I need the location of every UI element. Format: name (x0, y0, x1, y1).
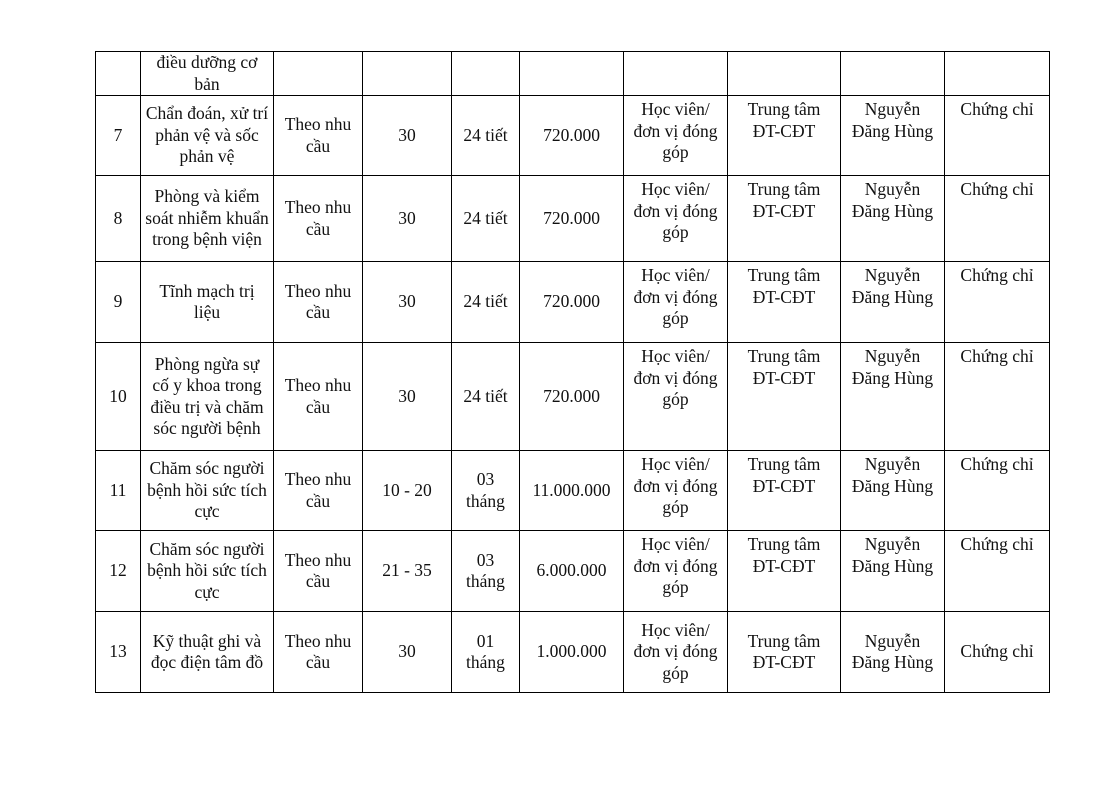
cell-duration (452, 52, 520, 96)
cell-duration: 03 tháng (452, 451, 520, 531)
table-row (96, 343, 1050, 451)
cell-fee (520, 52, 624, 96)
table-row (96, 612, 1050, 693)
cell-person (841, 52, 945, 96)
cell-students: 21 - 35 (363, 531, 452, 612)
cell-person: Nguyễn Đăng Hùng (841, 262, 945, 343)
cell-unit (728, 52, 841, 96)
cell-person: Nguyễn Đăng Hùng (841, 96, 945, 176)
table-row (96, 262, 1050, 343)
cell-fee: 6.000.000 (520, 531, 624, 612)
cell-person: Nguyễn Đăng Hùng (841, 451, 945, 531)
cell-fee: 720.000 (520, 262, 624, 343)
cell-certificate: Chứng chỉ (945, 531, 1050, 612)
cell-duration: 03 tháng (452, 531, 520, 612)
cell-duration: 24 tiết (452, 343, 520, 451)
cell-course: điều dưỡng cơ bản (141, 52, 274, 96)
cell-unit: Trung tâm ĐT-CĐT (728, 612, 841, 693)
cell-fee: 720.000 (520, 96, 624, 176)
table-row-continuation (96, 52, 1050, 96)
cell-unit: Trung tâm ĐT-CĐT (728, 262, 841, 343)
cell-duration: 24 tiết (452, 262, 520, 343)
cell-funding: Học viên/ đơn vị đóng góp (624, 531, 728, 612)
cell-schedule: Theo nhu cầu (274, 451, 363, 531)
cell-duration: 24 tiết (452, 176, 520, 262)
cell-no: 10 (96, 343, 141, 451)
cell-schedule: Theo nhu cầu (274, 176, 363, 262)
cell-fee: 720.000 (520, 343, 624, 451)
cell-no (96, 52, 141, 96)
cell-certificate: Chứng chỉ (945, 343, 1050, 451)
cell-funding: Học viên/ đơn vị đóng góp (624, 96, 728, 176)
table-row (96, 96, 1050, 176)
cell-person: Nguyễn Đăng Hùng (841, 176, 945, 262)
cell-no: 11 (96, 451, 141, 531)
cell-students: 30 (363, 176, 452, 262)
cell-no: 7 (96, 96, 141, 176)
cell-person: Nguyễn Đăng Hùng (841, 531, 945, 612)
cell-course: Chăm sóc người bệnh hồi sức tích cực (141, 531, 274, 612)
cell-students: 10 - 20 (363, 451, 452, 531)
cell-certificate: Chứng chỉ (945, 612, 1050, 693)
cell-no: 13 (96, 612, 141, 693)
cell-fee: 720.000 (520, 176, 624, 262)
cell-funding: Học viên/ đơn vị đóng góp (624, 343, 728, 451)
table-row (96, 176, 1050, 262)
cell-funding: Học viên/ đơn vị đóng góp (624, 451, 728, 531)
cell-course: Chẩn đoán, xử trí phản vệ và sốc phản vệ (141, 96, 274, 176)
cell-course: Chăm sóc người bệnh hồi sức tích cực (141, 451, 274, 531)
cell-no: 12 (96, 531, 141, 612)
cell-duration: 01 tháng (452, 612, 520, 693)
cell-course: Tĩnh mạch trị liệu (141, 262, 274, 343)
cell-certificate (945, 52, 1050, 96)
cell-schedule: Theo nhu cầu (274, 96, 363, 176)
cell-students: 30 (363, 262, 452, 343)
cell-schedule (274, 52, 363, 96)
cell-funding: Học viên/ đơn vị đóng góp (624, 176, 728, 262)
cell-students: 30 (363, 612, 452, 693)
cell-course: Phòng ngừa sự cố y khoa trong điều trị và chăm sóc người bệnh (141, 343, 274, 451)
cell-course: Kỹ thuật ghi và đọc điện tâm đồ (141, 612, 274, 693)
cell-students: 30 (363, 343, 452, 451)
cell-unit: Trung tâm ĐT-CĐT (728, 531, 841, 612)
cell-certificate: Chứng chỉ (945, 262, 1050, 343)
cell-unit: Trung tâm ĐT-CĐT (728, 176, 841, 262)
cell-students (363, 52, 452, 96)
cell-unit: Trung tâm ĐT-CĐT (728, 343, 841, 451)
table-row (96, 531, 1050, 612)
cell-fee: 1.000.000 (520, 612, 624, 693)
cell-funding: Học viên/ đơn vị đóng góp (624, 262, 728, 343)
cell-certificate: Chứng chỉ (945, 451, 1050, 531)
cell-schedule: Theo nhu cầu (274, 612, 363, 693)
cell-duration: 24 tiết (452, 96, 520, 176)
cell-fee: 11.000.000 (520, 451, 624, 531)
cell-schedule: Theo nhu cầu (274, 343, 363, 451)
cell-unit: Trung tâm ĐT-CĐT (728, 451, 841, 531)
cell-certificate: Chứng chỉ (945, 96, 1050, 176)
cell-schedule: Theo nhu cầu (274, 262, 363, 343)
cell-schedule: Theo nhu cầu (274, 531, 363, 612)
cell-unit: Trung tâm ĐT-CĐT (728, 96, 841, 176)
cell-no: 8 (96, 176, 141, 262)
cell-certificate: Chứng chỉ (945, 176, 1050, 262)
cell-person: Nguyễn Đăng Hùng (841, 343, 945, 451)
cell-person: Nguyễn Đăng Hùng (841, 612, 945, 693)
cell-no: 9 (96, 262, 141, 343)
cell-funding (624, 52, 728, 96)
table-row (96, 451, 1050, 531)
cell-course: Phòng và kiểm soát nhiễm khuẩn trong bệnh viện (141, 176, 274, 262)
cell-funding: Học viên/ đơn vị đóng góp (624, 612, 728, 693)
training-course-table (95, 51, 1050, 693)
cell-students: 30 (363, 96, 452, 176)
